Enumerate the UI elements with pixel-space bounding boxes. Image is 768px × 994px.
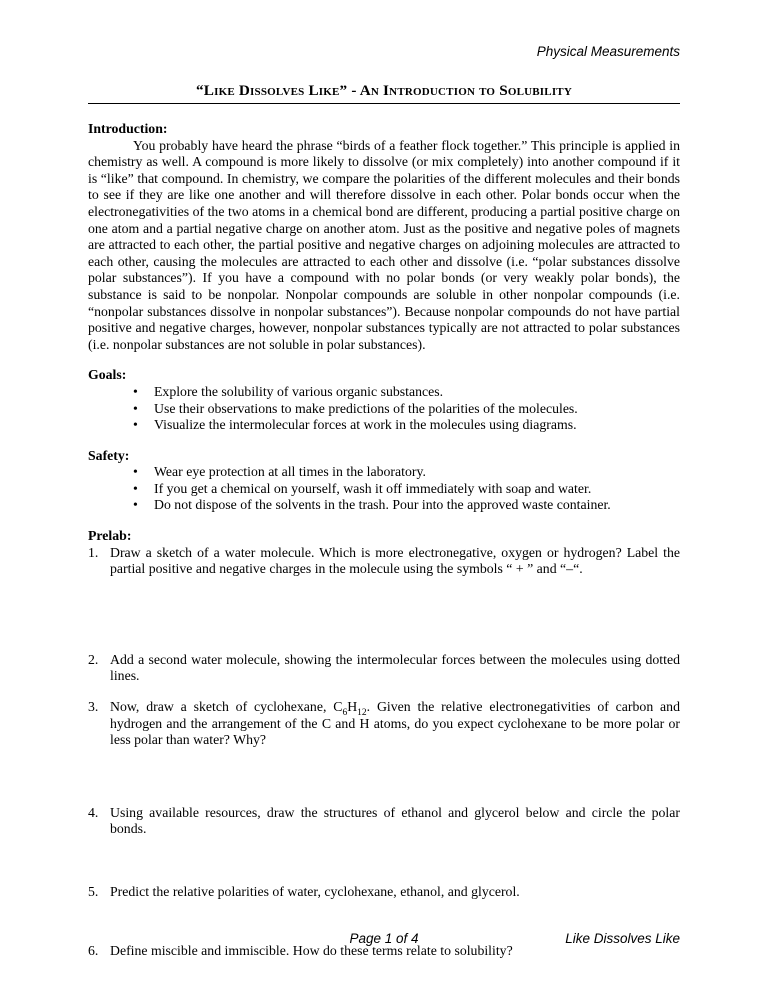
bullet-icon: • (133, 497, 138, 513)
bullet-icon: • (133, 417, 138, 433)
page-header (88, 44, 680, 60)
bullet-icon: • (133, 400, 138, 416)
safety-item-text: Do not dispose of the solvents in the trash. Pour into the approved waste container. (154, 497, 611, 513)
safety-item-text: If you get a chemical on yourself, wash it off immediately with soap and water. (154, 480, 592, 496)
prelab-item-text: Using available resources, draw the structures of ethanol and glycerol below and circle the polar bonds. (110, 804, 680, 837)
footer-page-number: Page 1 of 4 (349, 931, 419, 946)
prelab-item-text (110, 699, 680, 749)
text-segment: . Given the relative electronegativities of carbon and hydrogen and the arrangement of the C and H atoms, do you expect cyclohexane to be more polar or less polar than water? Why? (110, 699, 680, 748)
section-prelab (88, 528, 680, 959)
prelab-item-text: Add a second water molecule, showing the intermolecular forces between the molecules using dotted lines. (110, 651, 680, 684)
section-safety (88, 448, 680, 514)
bullet-icon: • (133, 480, 138, 496)
document-title: “Like Dissolves Like” - An Introduction to Solubility (195, 82, 572, 99)
goals-item-text: Use their observations to make predictions of the polarities of the molecules. (154, 400, 578, 416)
subscript-6: 6 (342, 707, 348, 718)
prelab-item-1 (88, 545, 680, 578)
goals-list (88, 384, 680, 434)
bullet-icon: • (133, 464, 138, 480)
prelab-item-2 (88, 652, 680, 685)
safety-heading: Safety: (88, 447, 130, 463)
section-introduction (88, 121, 680, 353)
text-segment: H (347, 699, 358, 715)
subscript-12: 12 (357, 707, 367, 718)
footer-doc-title: Like Dissolves Like (565, 931, 680, 946)
prelab-item-5 (88, 884, 680, 901)
header-course-label: Physical Measurements (536, 44, 680, 59)
goals-list-item (88, 384, 680, 401)
prelab-item-4 (88, 805, 680, 838)
safety-list-item (88, 464, 680, 481)
prelab-heading: Prelab: (88, 528, 132, 544)
safety-list-item (88, 481, 680, 498)
introduction-paragraph: You probably have heard the phrase “birds of a feather flock together.” This principle is applied in chemistry as well. A compound is more likely to dissolve (or mix completely) into another compound if it is “like” that compound. In chemistry, we compare the polarities of the different molecules and their bonds to see if they are like one another and will therefore dissolve in each other. Polar bonds occur when the electronegativities of the two atoms in a chemical bond are different, producing a partial positive charge on one atom and a partial negative charge on another atom. Just as the positive and negative poles of magnets are attracted to each other, the partial positive and negative charges on adjoining molecules are attracted to each other, causing the molecules are attracted to each other and dissolve (i.e. “polar substances dissolve polar substances”). If you have a compound with no polar bonds (or very weakly polar bonds), the substance is said to be nonpolar. Nonpolar compounds are soluble in other nonpolar compounds (i.e. “nonpolar substances dissolve in nonpolar substances”). Because nonpolar compounds do not have partial positive and negative charges, however, nonpolar substances typically are not attracted to polar substances (i.e. nonpolar substances are not soluble in polar substances). (88, 137, 680, 352)
prelab-item-number: 5. (88, 884, 99, 899)
goals-item-text: Visualize the intermolecular forces at work in the molecules using diagrams. (154, 417, 577, 433)
prelab-item-3 (88, 699, 680, 749)
safety-item-text: Wear eye protection at all times in the laboratory. (154, 464, 426, 480)
goals-item-text: Explore the solubility of various organic substances. (154, 383, 444, 399)
introduction-heading: Introduction: (88, 121, 168, 136)
prelab-item-number: 2. (88, 651, 99, 667)
prelab-item-number: 3. (88, 699, 99, 715)
prelab-list (88, 545, 680, 960)
title-divider (88, 103, 680, 104)
page-footer (88, 931, 680, 948)
section-goals (88, 367, 680, 433)
goals-heading: Goals: (88, 367, 127, 383)
prelab-item-text: Draw a sketch of a water molecule. Which is more electronegative, oxygen or hydrogen? Label the partial positive and negative charges in the molecule using the symbols “ + ” and “–“. (110, 544, 680, 577)
prelab-item-number: 6. (88, 942, 99, 958)
prelab-item-number: 1. (88, 544, 99, 560)
goals-list-item (88, 417, 680, 434)
prelab-item-number: 4. (88, 804, 99, 820)
safety-list (88, 464, 680, 514)
safety-list-item (88, 497, 680, 514)
text-segment: Now, draw a sketch of cyclohexane, C (110, 699, 343, 715)
bullet-icon: • (133, 383, 138, 399)
prelab-item-text: Define miscible and immiscible. How do these terms relate to solubility? (110, 942, 513, 958)
goals-list-item (88, 401, 680, 418)
prelab-item-text: Predict the relative polarities of water, cyclohexane, ethanol, and glycerol. (110, 884, 520, 899)
